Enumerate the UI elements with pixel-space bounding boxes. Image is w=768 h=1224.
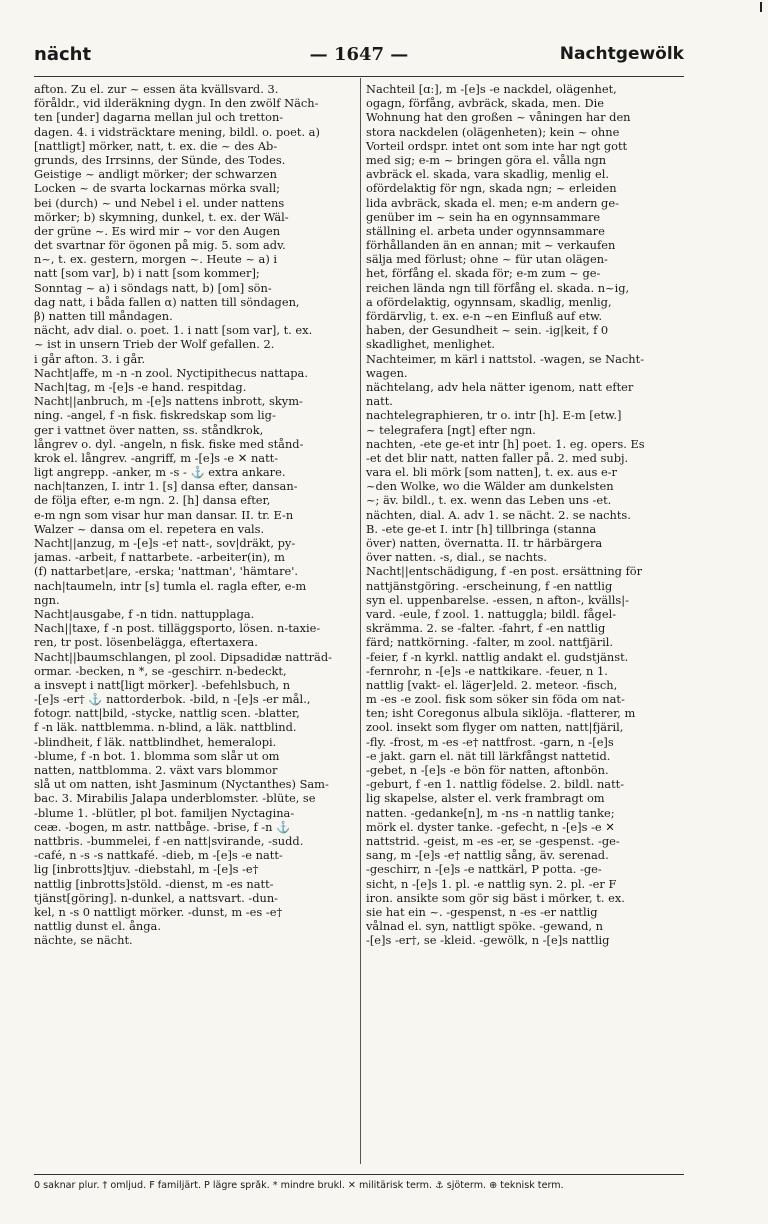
dictionary-line: -blume, f -n bot. 1. blomma som slår ut om [34, 748, 280, 763]
dictionary-line: sälja med förlust; ohne ~ für utan olägen- [366, 252, 608, 267]
left-column [34, 82, 354, 1164]
dictionary-line: wagen. [366, 365, 408, 380]
dictionary-line: nattstrid. -geist, m -es -er, se -gespenst. -ge- [366, 833, 620, 848]
dictionary-line: sang, m -[e]s -e† nattlig sång, äv. serenad. [366, 848, 609, 863]
dictionary-line: fördärvlig, t. ex. e-n ~en Einfluß auf etw. [366, 309, 603, 323]
dictionary-line: kel, n -s 0 nattligt mörker. -dunst, m -es -e† [34, 904, 283, 919]
dictionary-line: Nacht|affe, m -n -n zool. Nyctipithecus nattapa. [34, 365, 308, 380]
dictionary-line: lig [inbrotts]tjuv. -diebstahl, m -[e]s -e† [34, 862, 259, 877]
dictionary-line: nattlig [inbrotts]stöld. -dienst, m -es natt- [34, 876, 274, 891]
dictionary-line: der grüne ~. Es wird mir ~ vor den Augen [34, 223, 281, 238]
dictionary-line: Geistige ~ andligt mörker; der schwarzen [34, 167, 277, 182]
dictionary-line: ställning el. arbeta under ogynnsammare [366, 223, 605, 238]
dictionary-line: ger i vattnet över natten, ss. ståndkrok, [34, 422, 264, 437]
dictionary-line: haben, der Gesundheit ~ sein. -ig|keit, f 0 [366, 323, 609, 338]
dictionary-line: natten, nattblomma. 2. växt vars blommor [34, 763, 278, 777]
dictionary-line: nattlig [vakt- el. läger]eld. 2. meteor. -fisch, [366, 677, 618, 692]
dictionary-line: Wohnung hat den großen ~ våningen har den [366, 110, 631, 125]
dictionary-line: det svartnar för ögonen på mig. 5. som adv. [34, 238, 286, 253]
dictionary-line: het, förfång el. skada för; e-m zum ~ ge- [366, 266, 601, 281]
dictionary-line: med sig; e-m ~ bringen göra el. vålla ngn [366, 152, 607, 167]
dictionary-line: dagen. 4. i vidsträcktare mening, bildl. o. poet. a) [34, 124, 320, 139]
dictionary-line: tjänst[göring]. n-dunkel, a nattsvart. -dun- [34, 890, 279, 905]
dictionary-line: ~; äv. bildl., t. ex. wenn das Leben uns -et. [366, 493, 612, 508]
dictionary-line: n~, t. ex. gestern, morgen ~. Heute ~ a) i [34, 252, 278, 267]
dictionary-line: stora nackdelen (olägenheten); kein ~ ohne [366, 124, 620, 139]
dictionary-line: a ofördelaktig, ogynnsam, skadlig, menlig, [366, 294, 612, 309]
dictionary-line: afton. Zu el. zur ~ essen äta kvällsvard. 3. [34, 82, 279, 96]
dictionary-line: Nachteimer, m kärl i nattstol. -wagen, se Nacht- [366, 351, 645, 366]
dictionary-line: nächten, dial. A. adv 1. se nächt. 2. se nachts. [366, 507, 631, 522]
dictionary-line: zool. insekt som flyger om natten, natt|fjäril, [366, 720, 624, 735]
dictionary-line: genüber im ~ sein ha en ogynnsammare [366, 209, 601, 224]
dictionary-line: Nacht||anbruch, m -[e]s nattens inbrott, skym- [34, 394, 303, 409]
dictionary-line: sicht, n -[e]s 1. pl. -e nattlig syn. 2. pl. -er F [366, 876, 617, 891]
dictionary-line: (f) nattarbet|are, -erska; 'nattman', 'hämtare'. [34, 564, 299, 579]
dictionary-line: m -es -e zool. fisk som söker sin föda om nat- [366, 692, 625, 707]
footer-rule [34, 1174, 684, 1175]
dictionary-line: nattjänstgöring. -erscheinung, f -en nattlig [366, 578, 613, 593]
column-divider [360, 78, 361, 1164]
dictionary-line: Nach||taxe, f -n post. tilläggsporto, lösen. n-taxie- [34, 621, 321, 636]
dictionary-line: slå ut om natten, isht Jasminum (Nyctanthes) Sam- [34, 777, 329, 792]
dictionary-line: a insvept i natt[ligt mörker]. -befehlsbuch, n [34, 677, 291, 692]
dictionary-line: Nacht|ausgabe, f -n tidn. nattupplaga. [34, 606, 255, 621]
abbreviation-legend: 0 saknar plur. † omljud. F familjärt. P lägre språk. * mindre brukl. ✕ militärisk term. ⚓ sjöterm. ⊕ teknisk term. [34, 1180, 564, 1191]
dictionary-line: -geschirr, n -[e]s -e nattkärl, P potta. -ge- [366, 862, 602, 877]
dictionary-line: ten; isht Coregonus albula siklöja. -flatterer, m [366, 706, 636, 721]
dictionary-line: nach|taumeln, intr [s] tumla el. ragla efter, e-m [34, 578, 307, 593]
dictionary-line: -geburt, f -en 1. nattlig födelse. 2. bildl. natt- [366, 777, 625, 792]
dictionary-line: iron. ansikte som gör sig bäst i mörker, t. ex. [366, 890, 625, 905]
dictionary-line: ceæ. -bogen, m astr. nattbåge. -brise, f -n ⚓ [34, 819, 291, 834]
dictionary-line: Nacht||baumschlangen, pl zool. Dipsadidæ natträd- [34, 649, 332, 664]
dictionary-line: över) natten, övernatta. II. tr härbärgera [366, 536, 603, 550]
dictionary-line: -feier, f -n kyrkl. nattlig andakt el. gudstjänst. [366, 649, 629, 664]
page-number: — 1647 — [309, 44, 409, 65]
dictionary-line: nattlig dunst el. ånga. [34, 919, 161, 934]
left-headword: nächt [34, 44, 92, 65]
dictionary-line: -fly. -frost, m -es -e† nattfrost. -garn, n -[e]s [366, 734, 614, 749]
dictionary-line: Nachteil [ɑː], m -[e]s -e nackdel, olägenhet, [366, 82, 617, 96]
dictionary-line: ormar. -becken, n *, se -geschirr. n-bedeckt, [34, 663, 287, 678]
dictionary-line: -[e]s -er† ⚓ nattorderbok. -bild, n -[e]s -er mål., [34, 692, 311, 707]
dictionary-line: -blindheit, f läk. nattblindhet, hemeralopi. [34, 734, 277, 749]
dictionary-line: ~den Wolke, wo die Wälder am dunkelsten [366, 479, 614, 494]
dictionary-line: -[e]s -er†, se -kleid. -gewölk, n -[e]s nattlig [366, 933, 610, 948]
dictionary-line: föråldr., vid ilderäkning dygn. In den zwölf Näch- [34, 96, 319, 111]
dictionary-line: färd; nattkörning. -falter, m zool. nattfjäril. [366, 635, 613, 650]
dictionary-line: Nach|tag, m -[e]s -e hand. respitdag. [34, 379, 247, 394]
dictionary-line: Nacht||entschädigung, f -en post. ersättning för [366, 564, 643, 579]
dictionary-line: krok el. långrev. -angriff, m -[e]s -e ✕ natt- [34, 450, 279, 465]
dictionary-line: β) natten till måndagen. [34, 309, 173, 323]
dictionary-line: nächtelang, adv hela nätter igenom, natt efter [366, 379, 634, 394]
dictionary-line: vara el. bli mörk [som natten], t. ex. aus e-r [366, 465, 618, 480]
dictionary-line: ligt angrepp. -anker, m -s - ⚓ extra ankare. [34, 465, 286, 480]
dictionary-line: ofördelaktig för ngn, skada ngn; ~ erleiden [366, 181, 617, 196]
dictionary-line: ~ telegrafera [ngt] efter ngn. [366, 422, 536, 437]
dictionary-line: dag natt, i båda fallen α) natten till söndagen, [34, 294, 300, 309]
dictionary-line: e-m ngn som visar hur man dansar. II. tr. E-n [34, 507, 294, 522]
dictionary-line: nach|tanzen, I. intr 1. [s] dansa efter, dansan- [34, 479, 298, 494]
dictionary-line: bac. 3. Mirabilis Jalapa underblomster. -blüte, se [34, 791, 316, 806]
dictionary-line: ngn. [34, 592, 60, 607]
dictionary-line: -e jakt. garn el. nät till lärkfångst nattetid. [366, 748, 611, 763]
dictionary-line: avbräck el. skada, vara skadlig, menlig el. [366, 167, 609, 182]
dictionary-line: sie hat ein ~. -gespenst, n -es -er nattlig [366, 904, 598, 919]
dictionary-line: [nattligt] mörker, natt, t. ex. die ~ des Ab- [34, 138, 278, 153]
dictionary-line: Locken ~ de svarta lockarnas mörka svall; [34, 181, 280, 196]
dictionary-line: mörk el. dyster tanke. -gefecht, n -[e]s -e ✕ [366, 819, 615, 834]
dictionary-line: de följa efter, e-m ngn. 2. [h] dansa efter, [34, 493, 271, 508]
dictionary-line: reichen lända ngn till förfång el. skada. n~ig, [366, 280, 630, 295]
dictionary-line: skrämma. 2. se -falter. -fahrt, f -en nattlig [366, 621, 606, 636]
dictionary-line: nattbris. -bummelei, f -en natt|svirande, -sudd. [34, 833, 304, 848]
dictionary-line: vålnad el. syn, nattligt spöke. -gewand, n [366, 919, 603, 934]
dictionary-line: vard. -eule, f zool. 1. nattuggla; bildl. fågel- [366, 606, 617, 621]
dictionary-line: mörker; b) skymning, dunkel, t. ex. der Wäl- [34, 209, 289, 224]
dictionary-line: B. -ete ge-et I. intr [h] tillbringa (stanna [366, 521, 597, 536]
dictionary-line: skadlighet, menlighet. [366, 337, 496, 352]
dictionary-line: syn el. uppenbarelse. -essen, n afton-, kvälls|- [366, 592, 629, 607]
dictionary-line: f -n läk. nattblemma. n-blind, a läk. nattblind. [34, 720, 297, 735]
dictionary-line: lida avbräck, skada el. men; e-m andern ge- [366, 195, 619, 210]
dictionary-line: Walzer ~ dansa om el. repetera en vals. [34, 521, 265, 536]
dictionary-line: ning. -angel, f -n fisk. fiskredskap som lig- [34, 408, 276, 423]
dictionary-line: Sonntag ~ a) i söndags natt, b) [om] sön- [34, 280, 272, 295]
dictionary-line: Nacht||anzug, m -[e]s -e† natt-, sov|dräkt, py- [34, 536, 296, 550]
dictionary-line: långrev o. dyl. -angeln, n fisk. fiske med stånd- [34, 436, 304, 451]
dictionary-line: ren, tr post. lösenbelägga, eftertaxera. [34, 635, 258, 650]
dictionary-line: ten [under] dagarna mellan jul och tretton- [34, 110, 284, 125]
right-headword: Nachtgewölk [559, 44, 684, 64]
dictionary-line: natt [som var], b) i natt [som kommer]; [34, 266, 260, 281]
dictionary-line: natt. [366, 394, 393, 409]
dictionary-line: ~ ist in unsern Trieb der Wolf gefallen. 2. [34, 337, 275, 352]
dictionary-line: -fernrohr, n -[e]s -e nattkikare. -feuer, n 1. [366, 663, 608, 678]
dictionary-line: Vorteil ordspr. intet ont som inte har ngt gott [366, 138, 628, 153]
dictionary-line: grunds, des Irrsinns, der Sünde, des Todes. [34, 152, 286, 167]
dictionary-line: -et det blir natt, natten faller på. 2. med subj. [366, 450, 629, 465]
dictionary-line: lig skapelse, alster el. verk frambragt om [366, 791, 605, 806]
dictionary-line: i går afton. 3. i går. [34, 351, 146, 366]
dictionary-line: nachtelegraphieren, tr o. intr [h]. E-m [etw.] [366, 408, 622, 423]
dictionary-line: jamas. -arbeit, f nattarbete. -arbeiter(in), m [34, 550, 285, 565]
dictionary-line: förhållanden än en annan; mit ~ verkaufen [366, 238, 616, 253]
edge-mark [760, 2, 762, 12]
dictionary-line: nachten, -ete ge-et intr [h] poet. 1. eg. opers. Es [366, 436, 645, 451]
dictionary-line: nächte, se nächt. [34, 933, 133, 948]
dictionary-line: natten. -gedanke[n], m -ns -n nattlig tanke; [366, 805, 615, 820]
dictionary-line: -gebet, n -[e]s -e bön för natten, aftonbön. [366, 763, 609, 777]
header-rule [34, 76, 684, 77]
dictionary-line: fotogr. natt|bild, -stycke, nattlig scen. -blatter, [34, 706, 300, 721]
dictionary-line: nächt, adv dial. o. poet. 1. i natt [som var], t. ex. [34, 323, 313, 338]
dictionary-line: -café, n -s -s nattkafé. -dieb, m -[e]s -e natt- [34, 848, 283, 863]
right-column [366, 82, 686, 1164]
dictionary-line: bei (durch) ~ und Nebel i el. under nattens [34, 195, 285, 210]
dictionary-line: ogagn, förfång, avbräck, skada, men. Die [366, 96, 604, 111]
dictionary-line: över natten. -s, dial., se nachts. [366, 550, 547, 565]
page-header [34, 44, 684, 68]
dictionary-line: -blume 1. -blütler, pl bot. familjen Nyctagina- [34, 805, 295, 820]
